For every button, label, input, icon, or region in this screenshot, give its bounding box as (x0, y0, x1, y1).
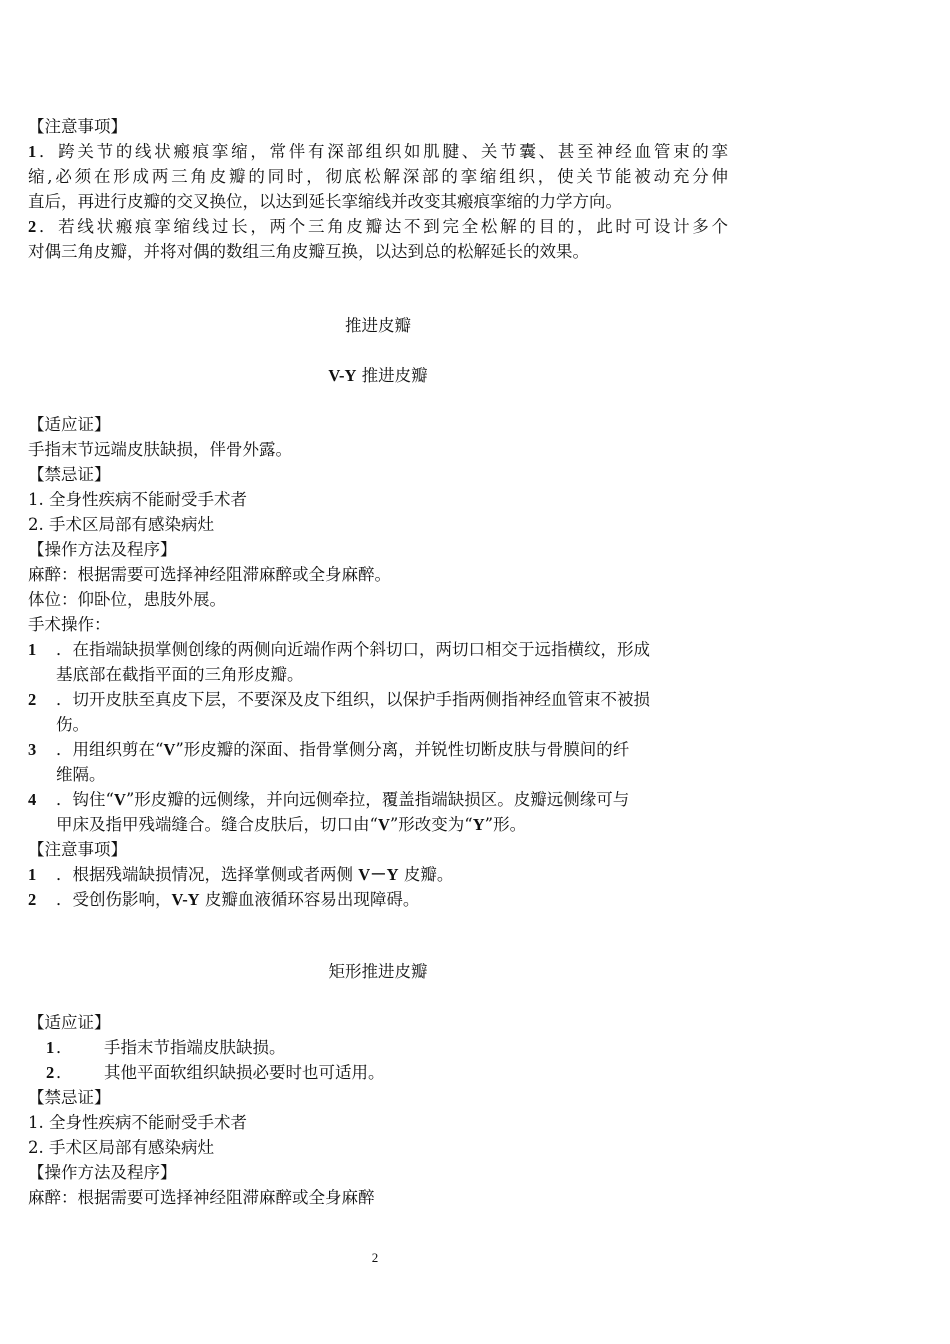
note-number: 1 (28, 865, 37, 884)
step-text: 伤。 (56, 715, 89, 734)
step-number: 4 (28, 790, 37, 809)
contraindication-heading: 【禁忌证】 (28, 1088, 111, 1107)
step-2-line-2 (28, 712, 728, 737)
note-text: ．受创伤影响， (56, 890, 172, 909)
step-number: 3 (28, 740, 37, 759)
step-1-line-2 (28, 662, 728, 687)
vy-label: V－Y (358, 865, 399, 884)
contraindication-item-2: 2. 手术区局部有感染病灶 (28, 515, 214, 534)
step-text: 维隔。 (56, 765, 106, 784)
indication-text: ． 手指末节指端皮肤缺损。 (56, 1038, 286, 1057)
note-item-2-line-2: 对偶三角皮瓣，并将对偶的数组三角皮瓣互换，以达到总的松解延长的效果。 (28, 242, 589, 261)
note-text: 皮瓣。 (398, 865, 454, 884)
note-2 (28, 887, 728, 912)
step-4-line-2 (28, 812, 728, 837)
note-item-1-line-3: 直后，再进行皮瓣的交叉换位，以达到延长挛缩线并改变其瘢痕挛缩的力学方向。 (28, 192, 622, 211)
indication-item-1 (28, 1035, 728, 1060)
vy-label: V-Y (171, 890, 200, 909)
contraindication-item-2: 2. 手术区局部有感染病灶 (28, 1138, 214, 1157)
rectangular-section (28, 1010, 728, 1210)
anesthesia-text: 麻醉：根据需要可选择神经阻滞麻醉或全身麻醉。 (28, 565, 391, 584)
step-text: ．切开皮肤至真皮下层，不要深及皮下组织，以保护手指两侧指神经血管束不被损 (56, 690, 650, 709)
note-text: ．跨关节的线状瘢痕挛缩，常伴有深部组织如肌腱、关节囊、甚至神经血管束的挛 (36, 142, 728, 161)
step-number: 1 (28, 640, 37, 659)
indication-heading: 【适应证】 (28, 415, 111, 434)
section-title-vy-flap (28, 363, 728, 388)
position-text: 体位：仰卧位，患肢外展。 (28, 590, 226, 609)
indication-item-2 (28, 1060, 728, 1085)
vy-section (28, 412, 728, 912)
v-letter: V (377, 815, 390, 834)
note-item-1-line-2: 缩,必须在形成两三角皮瓣的同时，彻底松解深部的挛缩组织，使关节能被动充分伸 (28, 167, 728, 186)
anesthesia-text: 麻醉：根据需要可选择神经阻滞麻醉或全身麻醉 (28, 1188, 375, 1207)
step-text: 甲床及指甲残端缝合。缝合皮肤后，切口由“ (56, 815, 378, 834)
step-text: ”形。 (484, 815, 527, 834)
page-number: 2 (371, 1250, 379, 1265)
operation-label: 手术操作： (28, 615, 111, 634)
notes-section (28, 114, 728, 264)
indication-heading: 【适应证】 (28, 1013, 111, 1032)
note-item-1-line-1 (28, 139, 728, 164)
method-heading: 【操作方法及程序】 (28, 1163, 177, 1182)
section-title-advancement-flap: 推进皮瓣 (345, 316, 411, 335)
notes-heading: 【注意事项】 (28, 840, 127, 859)
item-number: 1 (46, 1038, 55, 1057)
vy-label: V-Y (328, 366, 357, 385)
step-4-line-1 (28, 787, 728, 812)
note-text: 皮瓣血液循环容易出现障碍。 (199, 890, 420, 909)
step-text: ．在指端缺损掌侧创缘的两侧向近端作两个斜切口，两切口相交于远指横纹，形成 (56, 640, 650, 659)
step-3-line-1 (28, 737, 728, 762)
item-number: 2 (46, 1063, 55, 1082)
step-text: ”形皮瓣的远侧缘，并向远侧牵拉，覆盖指端缺损区。皮瓣远侧缘可与 (125, 790, 630, 809)
v-letter: V (113, 790, 126, 809)
contraindication-item-1: 1. 全身性疾病不能耐受手术者 (28, 1113, 247, 1132)
note-text: ．根据残端缺损情况，选择掌侧或者两侧 (56, 865, 359, 884)
item-number: 1 (28, 142, 37, 161)
contraindication-item-1: 1. 全身性疾病不能耐受手术者 (28, 490, 247, 509)
title-text: 推进皮瓣 (356, 366, 428, 385)
indication-text: ． 其他平面软组织缺损必要时也可适用。 (56, 1063, 385, 1082)
step-number: 2 (28, 690, 37, 709)
method-heading: 【操作方法及程序】 (28, 540, 177, 559)
step-text: 基底部在截指平面的三角形皮瓣。 (56, 665, 304, 684)
note-number: 2 (28, 890, 37, 909)
step-text: ”形改变为“ (389, 815, 473, 834)
section-heading: 【注意事项】 (28, 117, 127, 136)
section-title-rectangular-flap: 矩形推进皮瓣 (328, 962, 428, 981)
y-letter: Y (472, 815, 485, 834)
v-letter: V (163, 740, 176, 759)
step-1-line-1 (28, 637, 728, 662)
step-3-line-2 (28, 762, 728, 787)
note-text: ．若线状瘢痕挛缩线过长，两个三角皮瓣达不到完全松解的目的，此时可设计多个 (36, 217, 728, 236)
step-text: ．钩住“ (56, 790, 114, 809)
note-item-2-line-1 (28, 214, 728, 239)
indication-text: 手指末节远端皮肤缺损，伴骨外露。 (28, 440, 292, 459)
contraindication-heading: 【禁忌证】 (28, 465, 111, 484)
step-text: ”形皮瓣的深面、指骨掌侧分离，并锐性切断皮肤与骨膜间的纤 (175, 740, 630, 759)
item-number: 2 (28, 217, 37, 236)
step-text: ．用组织剪在“ (56, 740, 164, 759)
step-2-line-1 (28, 687, 728, 712)
note-1 (28, 862, 728, 887)
